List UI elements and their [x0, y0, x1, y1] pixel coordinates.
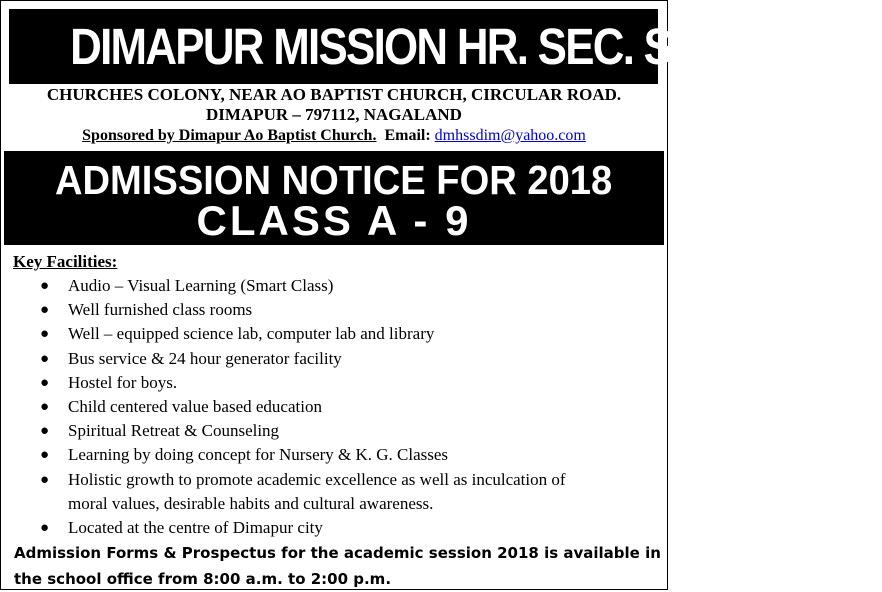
list-item-continuation: moral values, desirable habits and cultural awareness. — [68, 493, 434, 513]
notice-subtitle: CLASS A - 9 — [196, 197, 472, 244]
bullet-icon: ● — [40, 471, 50, 488]
list-item: ● Learning by doing concept for Nursery & K. G. Classes — [0, 443, 668, 467]
address-line-2: DIMAPUR – 797112, NAGALAND — [206, 105, 462, 124]
bullet-icon: ● — [40, 302, 50, 319]
school-name-banner — [9, 9, 821, 84]
list-item: ● Audio – Visual Learning (Smart Class) — [0, 274, 668, 298]
school-name: DIMAPUR MISSION HR. SEC. SCHOOL — [70, 18, 821, 75]
sponsor-line — [0, 126, 668, 145]
list-item: ● Hostel for boys. — [0, 371, 668, 395]
list-item: ● Well furnished class rooms — [0, 298, 668, 322]
sponsor-text: Sponsored by Dimapur Ao Baptist Church. — [82, 127, 377, 144]
facilities-heading: Key Facilities: — [13, 252, 118, 271]
bullet-icon: ● — [40, 326, 50, 343]
admission-info-line-2: the school office from 8:00 a.m. to 2:00 p.m. — [14, 570, 392, 588]
bullet-icon: ● — [40, 374, 50, 391]
bullet-icon: ● — [40, 350, 50, 367]
bullet-icon: ● — [40, 423, 50, 440]
list-item: ● Holistic growth to promote academic excellence as well as inculcation of — [0, 468, 668, 492]
list-item: ● Well – equipped science lab, computer lab and library — [0, 322, 668, 346]
bullet-icon: ● — [40, 520, 50, 537]
facilities-list — [0, 274, 668, 540]
email-label: Email: — [384, 127, 431, 144]
admission-info-line-1: Admission Forms & Prospectus for the academic session 2018 is available in — [14, 544, 661, 562]
admission-info — [14, 540, 664, 592]
email-link[interactable]: dmhssdim@yahoo.com — [434, 127, 586, 144]
bullet-icon: ● — [40, 447, 50, 464]
notice-title: ADMISSION NOTICE FOR 2018 — [55, 157, 613, 203]
bullet-icon: ● — [40, 278, 50, 294]
address-line-1: CHURCHES COLONY, NEAR AO BAPTIST CHURCH, CIRCULAR ROAD. — [46, 85, 622, 104]
admission-notice-banner — [4, 151, 664, 245]
list-item: ● Spiritual Retreat & Counseling — [0, 419, 668, 443]
list-item: ● Child centered value based education — [0, 395, 668, 419]
bullet-icon: ● — [40, 399, 50, 416]
list-item: ● Bus service & 24 hour generator facility — [0, 347, 668, 371]
list-item: ● Located at the centre of Dimapur city — [0, 516, 668, 540]
